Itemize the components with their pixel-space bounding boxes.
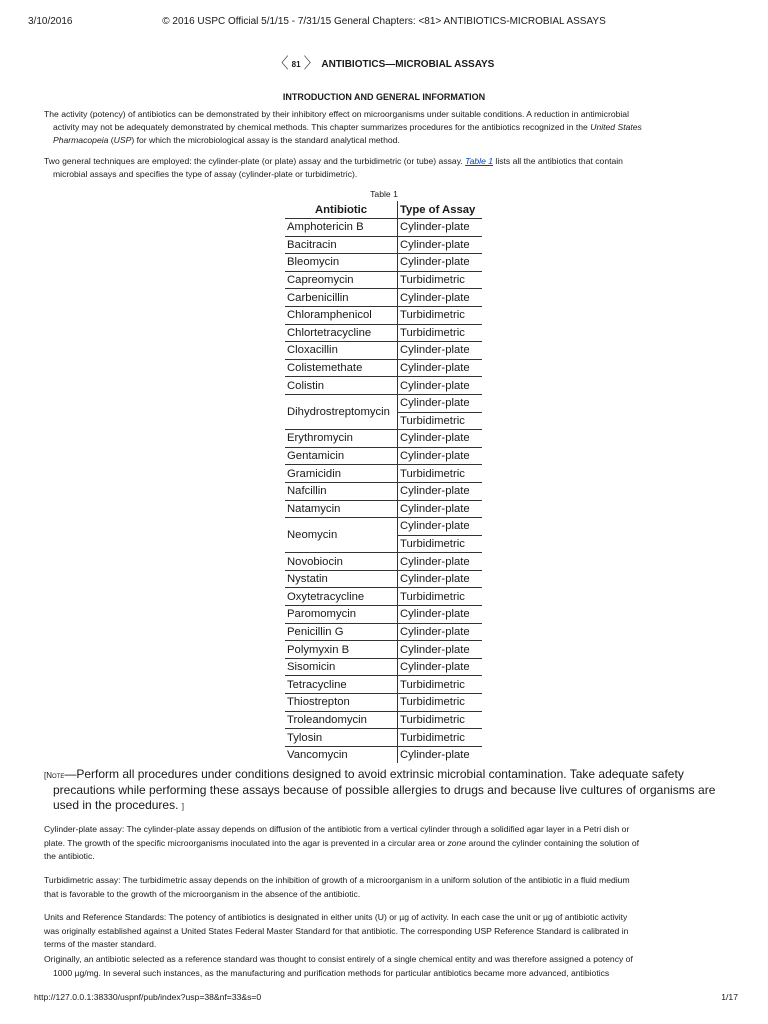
note-close-bracket: ] [181, 802, 184, 811]
table-row [285, 289, 482, 307]
assay-type: Cylinder-plate [398, 394, 483, 412]
antibiotic-name: Natamycin [285, 500, 398, 518]
header-antibiotic: Antibiotic [315, 203, 368, 216]
antibiotic-name: Gramicidin [285, 465, 398, 483]
table-row [285, 254, 482, 272]
header-type-of-assay: Type of Assay [398, 201, 483, 219]
table-row [285, 711, 482, 729]
intro-paragraph-2 [44, 155, 734, 181]
antibiotic-name: Cloxacillin [285, 342, 398, 360]
table-row [285, 676, 482, 694]
assay-type: Cylinder-plate [398, 553, 483, 571]
assay-type: Cylinder-plate [398, 236, 483, 254]
chapter-open-bracket: 〈 [273, 55, 289, 72]
assay-type: Turbidimetric [398, 324, 483, 342]
table-header-row [285, 201, 482, 219]
antibiotic-name: Chloramphenicol [285, 306, 398, 324]
cylinder-zone-term: zone [447, 837, 467, 848]
turbid-line1: Turbidimetric assay: The turbidimetric assay depends on the inhibition of growth of a microorganism in a uniform solution of the antibiotic in a fluid medium [44, 875, 630, 885]
antibiotics-table [285, 201, 482, 763]
table-row [285, 359, 482, 377]
cylinder-line1: Cylinder-plate assay: The cylinder-plate assay depends on diffusion of the antibiotic from a vertical cylinder through a solidified agar layer in a Petri dish or [44, 824, 630, 834]
assay-type: Cylinder-plate [398, 219, 483, 237]
assay-type: Cylinder-plate [398, 500, 483, 518]
chapter-title [0, 52, 768, 73]
table-row [285, 394, 482, 412]
assay-type: Turbidimetric [398, 465, 483, 483]
table-row [285, 447, 482, 465]
table-row [285, 606, 482, 624]
cylinder-line3: the antibiotic. [44, 851, 95, 861]
intro1-line3-text: ) for which the microbiological assay is the standard analytical method. [131, 135, 400, 145]
assay-type: Cylinder-plate [398, 482, 483, 500]
antibiotic-name: Carbenicillin [285, 289, 398, 307]
table-row [285, 588, 482, 606]
antibiotic-name: Chlortetracycline [285, 324, 398, 342]
antibiotic-name: Paromomycin [285, 606, 398, 624]
antibiotic-name: Troleandomycin [285, 711, 398, 729]
intro2-line1-rest: lists all the antibiotics that contain [493, 156, 623, 166]
page-number: 1/17 [721, 992, 738, 1002]
intro2-line1-text: Two general techniques are employed: the cylinder-plate (or plate) assay and the turbidimetric (or tube) assay. [44, 156, 466, 166]
table-row [285, 219, 482, 237]
antibiotic-name: Dihydrostreptomycin [285, 394, 398, 429]
table-row [285, 694, 482, 712]
table-row [285, 465, 482, 483]
antibiotic-name: Erythromycin [285, 430, 398, 448]
assay-type: Cylinder-plate [398, 430, 483, 448]
antibiotic-name: Amphotericin B [285, 219, 398, 237]
assay-type: Cylinder-plate [398, 623, 483, 641]
originally-line1: Originally, an antibiotic selected as a reference standard was thought to consist entirely of a single chemical entity and was therefore assigned a potency of [44, 954, 633, 964]
intro1-pharmacopeia: Pharmacopeia [53, 135, 109, 145]
table-body [285, 219, 482, 764]
assay-type: Cylinder-plate [398, 606, 483, 624]
antibiotic-name: Tetracycline [285, 676, 398, 694]
antibiotic-name: Sisomicin [285, 658, 398, 676]
note-box [44, 767, 734, 814]
intro1-line3 [44, 134, 734, 147]
table-row [285, 746, 482, 763]
note-label: Note [46, 771, 65, 780]
table-row [285, 641, 482, 659]
turbidimetric-paragraph [44, 874, 724, 901]
table-row [285, 729, 482, 747]
cylinder-line2-text: plate. The growth of the specific microorganisms inoculated into the agar is prevented in a circular area or [44, 837, 448, 848]
antibiotic-name: Nafcillin [285, 482, 398, 500]
assay-type: Cylinder-plate [398, 518, 483, 536]
units-line2: was originally established against a United States Federal Master Standard for that antibiotic. The corresponding USP Reference Standard is calibrated in [44, 925, 629, 936]
chapter-number: 81 [291, 60, 301, 69]
assay-type: Turbidimetric [398, 729, 483, 747]
assay-type: Turbidimetric [398, 676, 483, 694]
assay-type: Turbidimetric [398, 588, 483, 606]
antibiotic-name: Colistin [285, 377, 398, 395]
assay-type: Cylinder-plate [398, 570, 483, 588]
header-title: © 2016 USPC Official 5/1/15 - 7/31/15 General Chapters: <81> ANTIBIOTICS-MICROBIAL ASSAYS [162, 16, 606, 27]
assay-type: Turbidimetric [398, 412, 483, 430]
units-line1: Units and Reference Standards: The potency of antibiotics is designated in either units (U) or µg of activity. In each case the unit or µg of antibiotic activity [44, 912, 628, 922]
intro2-line2: microbial assays and specifies the type of assay (cylinder-plate or turbidimetric). [53, 169, 358, 179]
antibiotic-name: Gentamicin [285, 447, 398, 465]
assay-type: Turbidimetric [398, 535, 483, 553]
table-row [285, 306, 482, 324]
units-paragraph [44, 911, 724, 952]
assay-type: Cylinder-plate [398, 641, 483, 659]
intro1-usp-abbr: USP [113, 135, 132, 145]
table-row [285, 623, 482, 641]
note-line1-text: Perform all procedures under conditions designed to avoid extrinsic microbial contamination. Take adequate safety [76, 767, 684, 781]
note-line3 [44, 798, 734, 814]
note-open-bracket: [ [44, 771, 47, 780]
table-row [285, 500, 482, 518]
antibiotic-name: Polymyxin B [285, 641, 398, 659]
chapter-close-bracket: 〉 [303, 55, 319, 72]
table-row [285, 377, 482, 395]
table-caption: Table 1 [370, 189, 398, 199]
intro1-line1: The activity (potency) of antibiotics can be demonstrated by their inhibitory effect on microorganisms under suitable conditions. A reduction in antimicrobial [44, 109, 629, 119]
print-date: 3/10/2016 [28, 16, 73, 27]
note-line2: precautions while performing these assays because of possible allergies to drugs and because live cultures of organisms are [53, 783, 716, 797]
cylinder-line2-rest: around the cylinder containing the solution of [466, 837, 640, 848]
intro1-usp-name: United States [590, 122, 642, 132]
antibiotic-name: Novobiocin [285, 553, 398, 571]
table-1-link[interactable]: Table 1 [465, 156, 494, 166]
chapter-title-text: ANTIBIOTICS—MICROBIAL ASSAYS [321, 59, 495, 70]
antibiotic-name: Thiostrepton [285, 694, 398, 712]
antibiotic-name: Tylosin [285, 729, 398, 747]
assay-type: Cylinder-plate [398, 377, 483, 395]
section-heading: INTRODUCTION AND GENERAL INFORMATION [282, 92, 486, 102]
note-line3-text: used in the procedures. [53, 798, 179, 812]
units-line3: terms of the master standard. [44, 939, 157, 949]
assay-type: Cylinder-plate [398, 359, 483, 377]
antibiotic-name: Nystatin [285, 570, 398, 588]
assay-type: Cylinder-plate [398, 746, 483, 763]
antibiotic-name: Capreomycin [285, 271, 398, 289]
intro1-line2-text: activity may not be adequately demonstrated by chemical methods. This chapter summarizes procedures for the antibiotics recognized in the [53, 122, 591, 132]
assay-type: Cylinder-plate [398, 289, 483, 307]
table-row [285, 271, 482, 289]
note-line1 [44, 767, 734, 783]
intro2-line1 [44, 155, 734, 168]
antibiotic-name: Colistemethate [285, 359, 398, 377]
table-row [285, 658, 482, 676]
antibiotic-name: Vancomycin [285, 746, 398, 763]
assay-type: Cylinder-plate [398, 658, 483, 676]
table-row [285, 570, 482, 588]
antibiotic-name: Oxytetracycline [285, 588, 398, 606]
table-row [285, 430, 482, 448]
assay-type: Cylinder-plate [398, 254, 483, 272]
antibiotic-name: Neomycin [285, 518, 398, 553]
originally-line2: 1000 µg/mg. In several such instances, as the manufacturing and purification methods for particular antibiotics became more advanced, antibiotics [53, 967, 610, 978]
assay-type: Turbidimetric [398, 306, 483, 324]
note-dash: — [64, 767, 77, 781]
table-row [285, 236, 482, 254]
assay-type: Cylinder-plate [398, 447, 483, 465]
antibiotic-name: Bleomycin [285, 254, 398, 272]
intro1-paren: ( [108, 135, 114, 145]
originally-paragraph [44, 953, 724, 980]
intro1-line2 [44, 121, 734, 134]
table-row [285, 342, 482, 360]
assay-type: Turbidimetric [398, 694, 483, 712]
assay-type: Cylinder-plate [398, 342, 483, 360]
table-row [285, 324, 482, 342]
table-row [285, 518, 482, 536]
table-row [285, 553, 482, 571]
assay-type: Turbidimetric [398, 711, 483, 729]
table-row [285, 482, 482, 500]
antibiotic-name: Penicillin G [285, 623, 398, 641]
assay-type: Turbidimetric [398, 271, 483, 289]
cylinder-plate-paragraph [44, 823, 724, 864]
cylinder-line2 [44, 837, 724, 851]
antibiotic-name: Bacitracin [285, 236, 398, 254]
turbid-line2: that is favorable to the growth of the microorganism in the absence of the antibiotic. [44, 888, 361, 899]
footer-url: http://127.0.0.1:38330/uspnf/pub/index?usp=38&nf=33&s=0 [34, 992, 262, 1002]
intro-paragraph-1 [44, 108, 734, 147]
